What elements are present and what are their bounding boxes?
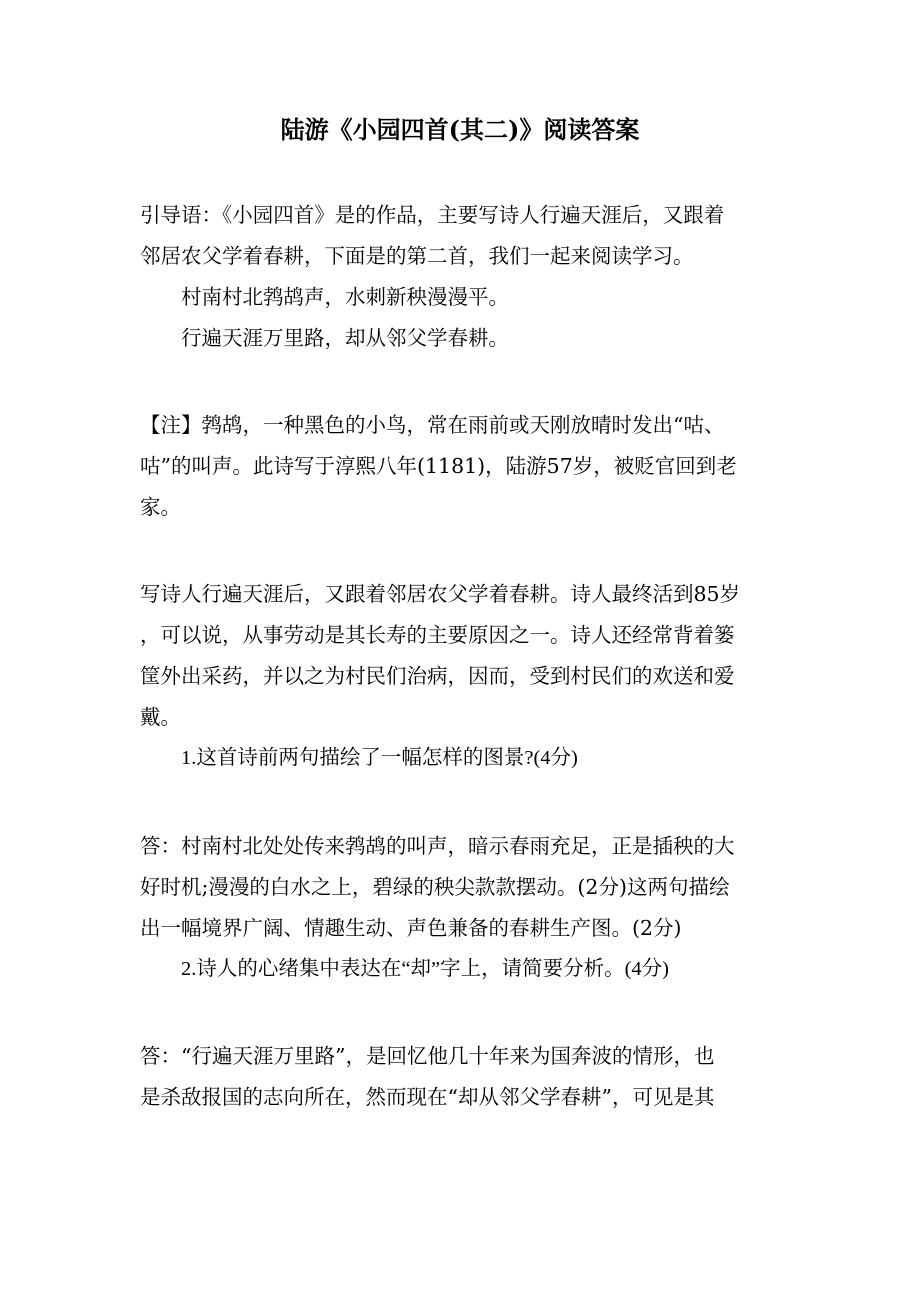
poem-line-1: 村南村北鹁鸪声，水刺新秧漫漫平。 (181, 285, 509, 309)
note-line-2: 咕”的叫声。此诗写于淳熙八年(1181)，陆游57岁，被贬官回到老 (140, 454, 737, 478)
background-line-4: 戴。 (140, 705, 181, 729)
document-title: 陆游《小园四首(其二)》阅读答案 (280, 115, 640, 144)
intro-line-2: 邻居农父学着春耕，下面是的第二首，我们一起来阅读学习。 (140, 244, 694, 268)
answer-1-line-3: 出一幅境界广阔、情趣生动、声色兼备的春耕生产图。(2分) (140, 916, 682, 940)
intro-paragraph (140, 195, 780, 359)
background-line-3: 筐外出采药，并以之为村民们治病，因而，受到村民们的欢送和爱 (140, 664, 735, 688)
background-paragraph (140, 574, 780, 779)
intro-line-1: 引导语：《小园四首》是的作品，主要写诗人行遍天涯后，又跟着 (140, 203, 725, 227)
note-line-1: 【注】鹁鸪，一种黑色的小鸟，常在雨前或天刚放晴时发出“咕、 (140, 413, 725, 437)
note-line-3: 家。 (140, 495, 181, 519)
answer-1-line-1: 答：村南村北处处传来鹁鸪的叫声，暗示春雨充足，正是插秧的大 (140, 834, 735, 858)
answer-1-line-2: 好时机;漫漫的白水之上，碧绿的秧尖款款摆动。(2分)这两句描绘 (140, 875, 730, 899)
question-1: 1.这首诗前两句描绘了一幅怎样的图景?(4分) (181, 747, 578, 769)
answer-2-line-2: 是杀敌报国的志向所在，然而现在“却从邻父学春耕”，可见是其 (140, 1085, 715, 1109)
answer-1-paragraph (140, 826, 780, 990)
poem-line-2: 行遍天涯万里路，却从邻父学春耕。 (181, 326, 509, 350)
note-paragraph (140, 405, 780, 528)
answer-2-line-1: 答：“行遍天涯万里路”，是回忆他几十年来为国奔波的情形，也 (140, 1044, 715, 1068)
background-line-2: ，可以说，从事劳动是其长寿的主要原因之一。诗人还经常背着篓 (140, 623, 735, 647)
question-2: 2.诗人的心绪集中表达在“却”字上，请简要分析。(4分) (181, 958, 669, 980)
background-line-1: 写诗人行遍天涯后，又跟着邻居农父学着春耕。诗人最终活到85岁 (140, 582, 741, 606)
answer-2-paragraph (140, 1036, 780, 1118)
